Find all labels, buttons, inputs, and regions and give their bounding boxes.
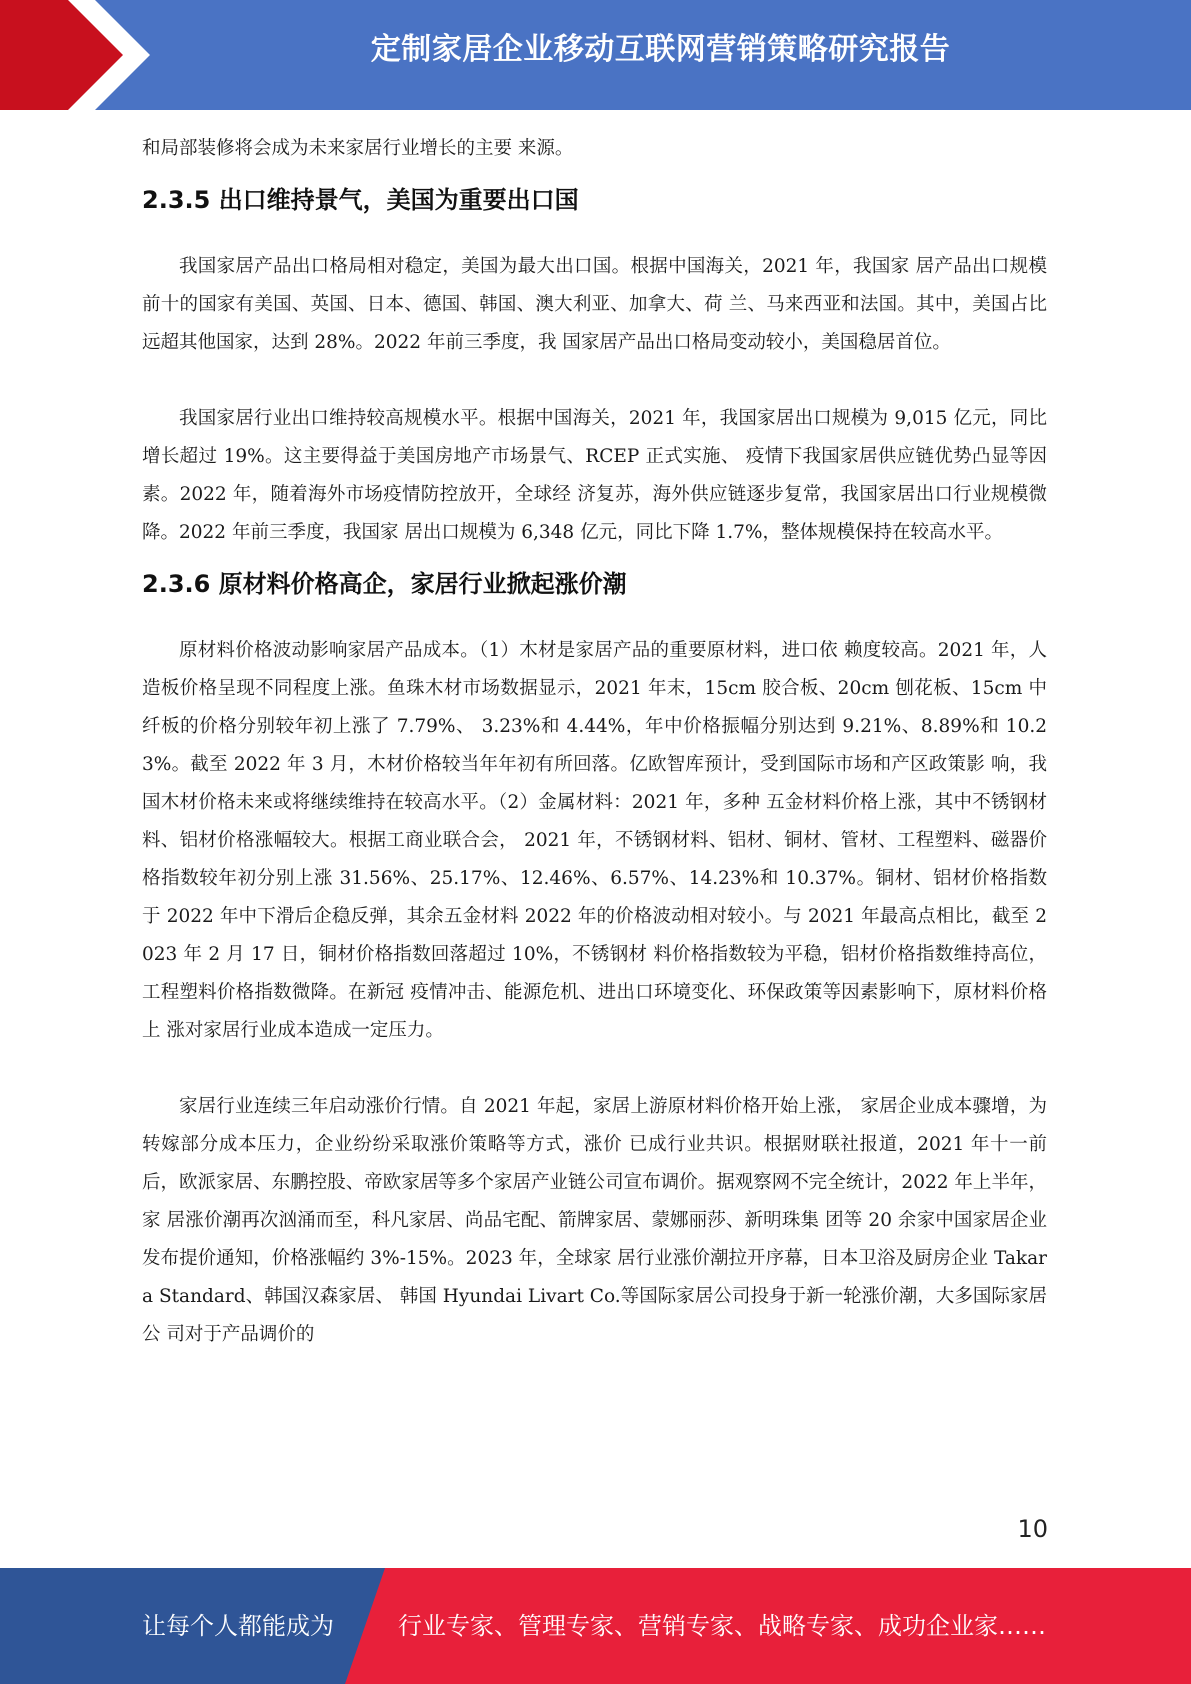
paragraph-export-pattern: 我国家居产品出口格局相对稳定，美国为最大出口国。根据中国海关，2021 年，我国家 居产品出口规模前十的国家有美国、英国、日本、德国、韩国、澳大利亚、加拿大、荷 兰、马来西亚和法国。其中，美国占比远超其他国家，达到 28%。2022 年前三季度，我 国家居产品出口格局变动较小，美国稳居首位。 <box>142 256 1047 353</box>
paragraph-raw-materials: 原材料价格波动影响家居产品成本。（1）木材是家居产品的重要原材料，进口依 赖度较高。2021 年，人造板价格呈现不同程度上涨。鱼珠木材市场数据显示，2021 年末，15cm 胶合板、20cm 刨花板、15cm 中纤板的价格分别较年初上涨了 7.79%、 3.23%和 4.44%，年中价格振幅分别达到 9.21%、8.89%和 10.23%。截至 2022 年 3 月，木材价格较当年年初有所回落。亿欧智库预计，受到国际市场和产区政策影 响，我国木材价格未来或将继续维持在较高水平。（2）金属材料：2021 年，多种 五金材料价格上涨，其中不锈钢材料、铝材价格涨幅较大。根据工商业联合会， 2021 年，不锈钢材料、铝材、铜材、管材、工程塑料、磁器价格指数较年初分别上涨 31.56%、25.17%、12.46%、6.57%、14.23%和 10.37%。铜材、铝材价格指数 于 2022 年中下滑后企稳反弹，其余五金材料 2022 年的价格波动相对较小。与 2021 年最高点相比，截至 2023 年 2 月 17 日，铜材价格指数回落超过 10%，不锈钢材 料价格指数较为平稳，铝材价格指数维持高位，工程塑料价格指数微降。在新冠 疫情冲击、能源危机、进出口环境变化、环保政策等因素影响下，原材料价格上 涨对家居行业成本造成一定压力。 <box>142 640 1047 1041</box>
intro-tail-paragraph: 和局部装修将会成为未来家居行业增长的主要 来源。 <box>142 138 574 159</box>
paragraph-price-increase: 家居行业连续三年启动涨价行情。自 2021 年起，家居上游原材料价格开始上涨， 家居企业成本骤增，为转嫁部分成本压力，企业纷纷采取涨价策略等方式，涨价 已成行业共识。根据财联社报道，2021 年十一前后，欧派家居、东鹏控股、帝欧家居等多个家居产业链公司宣布调价。据观察网不完全统计，2022 年上半年，家 居涨价潮再次汹涌而至，科凡家居、尚品宅配、箭牌家居、蒙娜丽莎、新明珠集 团等 20 余家中国家居企业发布提价通知，价格涨幅约 3%-15%。2023 年，全球家 居行业涨价潮拉开序幕，日本卫浴及厨房企业 Takara Standard、韩国汉森家居、 韩国 Hyundai Livart Co.等国际家居公司投身于新一轮涨价潮，大多国际家居公 司对于产品调价的 <box>142 1096 1047 1345</box>
document-body <box>142 130 1047 1354</box>
footer-slogan-right: 行业专家、管理专家、营销专家、战略专家、成功企业家…… <box>398 1612 1046 1640</box>
report-title: 定制家居企业移动互联网营销策略研究报告 <box>370 32 951 67</box>
header-arrow-icon <box>0 0 150 110</box>
footer-slogan-left: 让每个人都能成为 <box>142 1612 334 1640</box>
paragraph-export-scale: 我国家居行业出口维持较高规模水平。根据中国海关，2021 年，我国家居出口规模为 9,015 亿元，同比增长超过 19%。这主要得益于美国房地产市场景气、RCEP 正式实施、 疫情下我国家居供应链优势凸显等因素。2022 年，随着海外市场疫情防控放开，全球经 济复苏，海外供应链逐步复常，我国家居出口行业规模微降。2022 年前三季度，我国家 居出口规模为 6,348 亿元，同比下降 1.7%，整体规模保持在较高水平。 <box>142 408 1047 543</box>
page-footer <box>0 1568 1191 1684</box>
section-heading-2-3-5: 2.3.5 出口维持景气，美国为重要出口国 <box>142 186 579 214</box>
section-heading-2-3-6: 2.3.6 原材料价格高企，家居行业掀起涨价潮 <box>142 570 627 598</box>
page-header <box>0 0 1191 110</box>
page-number: 10 <box>1017 1515 1048 1543</box>
